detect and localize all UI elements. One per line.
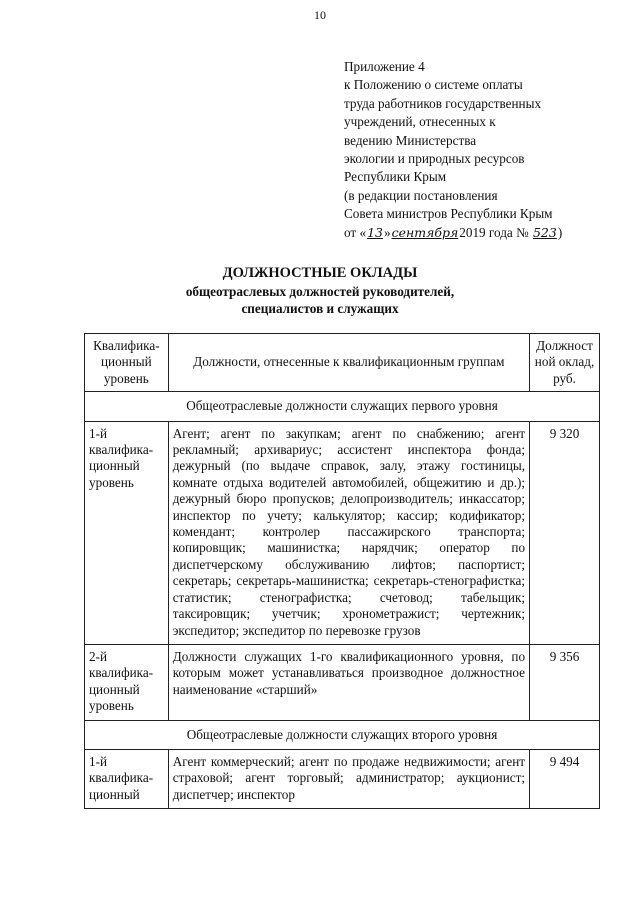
positions-cell: Агент; агент по закупкам; агент по снабжению; агент рекламный; архивариус; ассистент инспектора фонда; дежурный (по выдаче справок, залу, этажу гостиницы, комнате отдыха водителей автомобилей, общежитию и др.); дежурный бюро пропусков; делопроизводитель; инкассатор; инспектор по учету; калькулятор; кассир; кодификатор; комендант; контролер пассажирского транспорта; копировщик; машинистка; нарядчик; оператор по диспетчерскому обслуживанию лифтов; паспортист; секретарь; секретарь-машинистка; секретарь-стенографистка; статистик; стенографистка; счетовод; табельщик; таксировщик; учетчик; хронометражист; чертежник; экспедитор; экспедитор по перевозке грузов: [168, 421, 529, 644]
level-cell: 1-й квалифика-ционный уровень: [85, 421, 169, 644]
handwritten-day: 13: [367, 224, 383, 240]
page-number: 10: [314, 8, 326, 22]
salary-cell: 9 494: [530, 749, 600, 808]
group-title-first-level: Общеотраслевые должности служащих первого уровня: [85, 392, 600, 421]
appendix-line: Совета министров Республики Крым: [344, 206, 553, 222]
group-row: [85, 720, 600, 749]
salary-cell: 9 320: [530, 421, 600, 644]
appendix-header: [344, 58, 614, 242]
date-quote: »: [383, 224, 391, 240]
appendix-line: учреждений, отнесенных к: [344, 114, 496, 130]
date-year: 2019 года №: [459, 224, 529, 240]
title-sub-line2: специалистов и служащих: [241, 301, 399, 316]
table-header-row: [85, 334, 600, 392]
table-row: [85, 421, 600, 644]
salary-table: [84, 333, 600, 809]
title-main: ДОЛЖНОСТНЫЕ ОКЛАДЫ: [222, 265, 418, 281]
header-salary: Должност ной оклад, руб.: [530, 334, 600, 392]
appendix-line: (в редакции постановления: [344, 187, 498, 203]
positions-cell: Агент коммерческий; агент по продаже недвижимости; агент страховой; агент торговый; администратор; аукционист; диспетчер; инспектор: [168, 749, 529, 808]
appendix-line: Приложение 4: [344, 59, 425, 74]
level-cell: 2-й квалифика-ционный уровень: [85, 644, 169, 720]
date-suffix: ): [557, 224, 563, 240]
handwritten-number: 523: [532, 224, 557, 240]
level-cell: 1-й квалифика-ционный: [85, 749, 169, 808]
title-sub-line1: общеотраслевых должностей руководителей,: [185, 284, 455, 299]
header-positions: Должности, отнесенные к квалификационным группам: [168, 334, 529, 392]
appendix-line: экологии и природных ресурсов: [344, 151, 525, 167]
header-level: Квалифика-ционный уровень: [85, 334, 169, 392]
positions-cell: Должности служащих 1-го квалификационного уровня, по которым может устанавливаться производное должностное наименование «старший»: [168, 644, 529, 720]
appendix-line: Республики Крым: [344, 169, 447, 185]
salary-cell: 9 356: [530, 644, 600, 720]
group-title-second-level: Общеотраслевые должности служащих второго уровня: [85, 720, 600, 749]
appendix-line: к Положению о системе оплаты: [344, 77, 523, 93]
handwritten-month: сентября: [391, 224, 459, 240]
resolution-date-line: [344, 224, 614, 242]
appendix-line: труда работников государственных: [344, 95, 542, 111]
table-row: [85, 644, 600, 720]
appendix-line: ведению Министерства: [344, 132, 477, 148]
date-prefix: от «: [344, 224, 367, 240]
group-row: [85, 392, 600, 421]
document-title: [0, 264, 640, 317]
table-row: [85, 749, 600, 808]
